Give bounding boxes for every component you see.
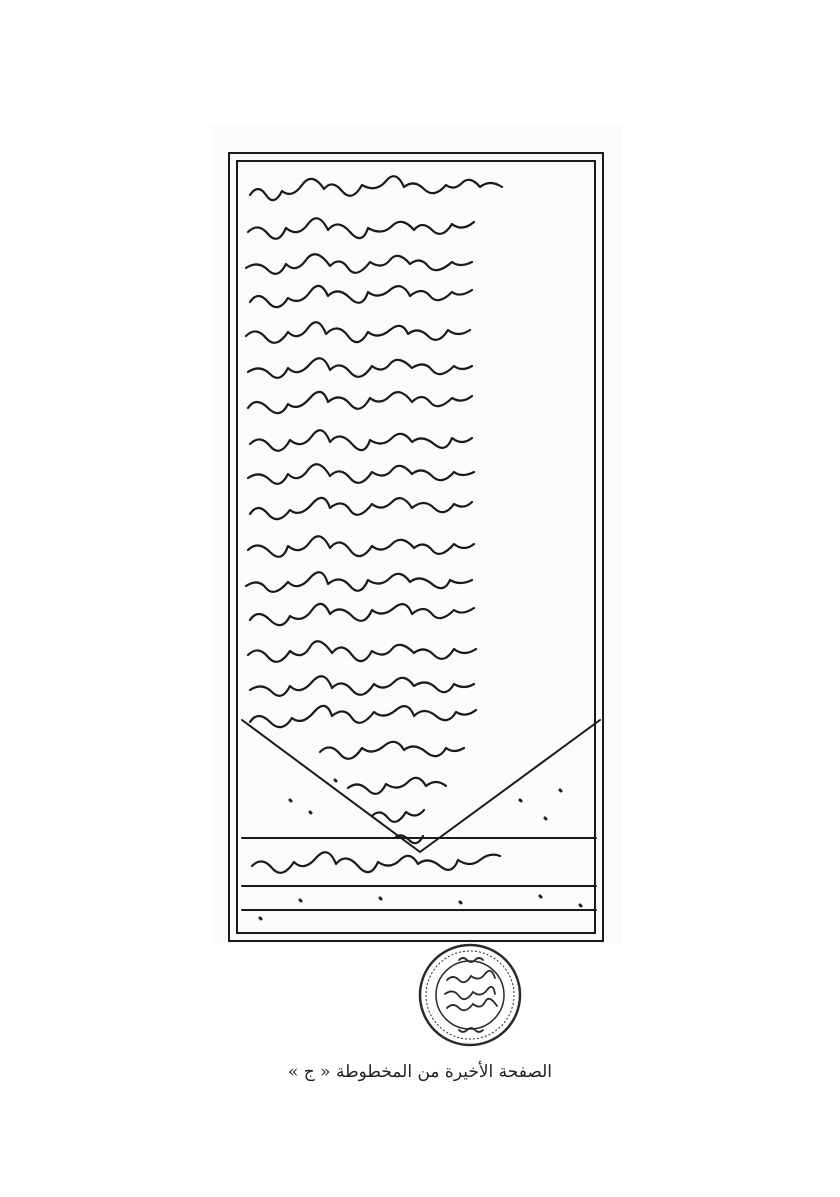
handwriting-lines xyxy=(246,176,502,873)
page-caption: الصفحة الأخيرة من المخطوطة « ج » xyxy=(288,1062,552,1082)
ink-dots xyxy=(260,780,581,919)
library-stamp-icon xyxy=(415,940,525,1050)
